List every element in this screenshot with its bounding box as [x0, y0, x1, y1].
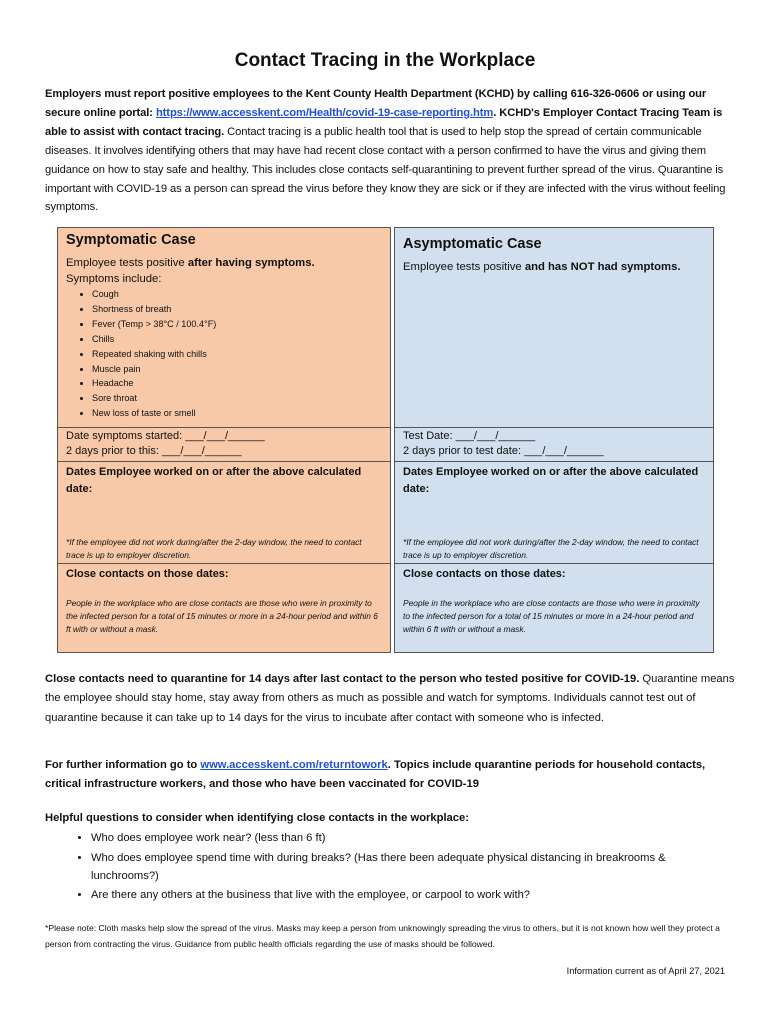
worked-header: Dates Employee worked on or after the above calculated date:: [403, 466, 699, 495]
list-item: • Fever (Temp > 38°C / 100.4°F): [92, 317, 382, 332]
symptomatic-title: Symptomatic Case: [66, 232, 196, 248]
symptomatic-dates: [58, 427, 390, 461]
list-item: • Chills: [92, 332, 382, 347]
worked-note: *If the employee did not work during/after the 2-day window, the need to contact trace is up to employer discretion.: [66, 537, 362, 560]
list-item: • Are there any others at the business that live with the employee, or carpool to work with?: [91, 887, 731, 905]
worked-note: *If the employee did not work during/after the 2-day window, the need to contact trace is up to employer discretion.: [403, 537, 699, 560]
list-item: • Headache: [92, 376, 382, 391]
close-contacts-note: People in the workplace who are close contacts are those who were in proximity to the infected person for a total of 15 minutes or more in a 24-hour period and within 6 ft with or without a mask.: [403, 598, 700, 634]
further-info-paragraph: [45, 756, 735, 795]
intro-body: Contact tracing is a public health tool that is used to help stop the spread of certain communicable diseases. It involves identifying others that may have had recent close contact with a person confirmed to have the virus and giving them guidance on how to stay safe and healthy. This includes close contacts self-quarantining to prevent further spread of the virus. Quarantine is important with COVID-19 as a person can spread the virus before they know they are sick or if they are infected with the virus without feeling symptoms.: [45, 125, 726, 214]
return-to-work-link[interactable]: www.accesskent.com/returntowork: [200, 759, 388, 771]
further-lead: For further information go to: [45, 759, 201, 771]
quarantine-paragraph: [45, 670, 735, 728]
list-item: • New loss of taste or smell: [92, 406, 382, 421]
two-days-prior-test-date: 2 days prior to test date: ___/___/______: [403, 445, 604, 457]
close-contacts-header: Close contacts on those dates:: [66, 568, 229, 580]
symptomatic-worked-dates: [58, 461, 390, 563]
intro-bold-after: . KCHD's Employer Contact Tracing Team is able to assist with contact tracing.: [45, 106, 723, 138]
close-contacts-header: Close contacts on those dates:: [403, 568, 566, 580]
list-item: • Repeated shaking with chills: [92, 347, 382, 362]
asymptomatic-case-panel: [394, 227, 714, 653]
list-item: • Who does employee spend time with during breaks? (Has there been adequate physical distancing in breakrooms & lunchrooms?): [91, 850, 731, 886]
page-title: Contact Tracing in the Workplace: [234, 50, 536, 71]
portal-link[interactable]: https://www.accesskent.com/Health/covid-19-case-reporting.htm: [155, 106, 494, 119]
asymptomatic-close-contacts: [395, 563, 713, 654]
list-item: • Shortness of breath: [92, 302, 382, 317]
worked-header: Dates Employee worked on or after the above calculated date:: [66, 466, 362, 495]
symptomatic-close-contacts: [58, 563, 390, 654]
asymptomatic-title: Asymptomatic Case: [403, 236, 542, 252]
list-item: • Muscle pain: [92, 362, 382, 377]
symptoms-list: [66, 287, 382, 421]
test-date: Test Date: ___/___/______: [403, 430, 536, 442]
info-current-date: Information current as of April 27, 2021: [566, 966, 725, 976]
list-item: • Who does employee work near? (less than 6 ft): [91, 830, 731, 848]
mask-footnote: *Please note: Cloth masks help slow the spread of the virus. Masks may keep a person from unknowingly spreading the virus to others, but it is not known how well they protect a person from contracting the virus. Guidance from public health officials regarding the use of masks should be followed.: [45, 923, 720, 949]
intro-bold-lead: Employers must report positive employees to the Kent County Health Department (KCHD) by calling 616-326-0606 or using our secure online portal:: [45, 88, 707, 119]
asymptomatic-worked-dates: [395, 461, 713, 563]
intro-paragraph: [45, 85, 730, 217]
quarantine-body: Quarantine means the employee should stay home, stay away from others as much as possible and watch for symptoms. Individuals cannot test out of quarantine because it can take up to 14 days for the virus to incubate after contact with someone who is infected.: [45, 673, 735, 724]
symptomatic-desc: Employee tests positive after having symptoms.: [66, 257, 315, 269]
asymptomatic-desc: Employee tests positive and has NOT had symptoms.: [403, 261, 681, 273]
questions-title: Helpful questions to consider when identifying close contacts in the workplace:: [45, 812, 469, 824]
symptoms-label: Symptoms include:: [66, 273, 162, 285]
further-rest: . Topics include quarantine periods for household contacts, critical infrastructure workers, and those who have been vaccinated for COVID-19: [45, 759, 706, 791]
symptoms-started-date: Date symptoms started: ___/___/______: [66, 430, 265, 442]
list-item: • Cough: [92, 287, 382, 302]
list-item: • Sore throat: [92, 391, 382, 406]
questions-list: [45, 830, 731, 907]
asymptomatic-dates: [395, 427, 713, 461]
close-contacts-note: People in the workplace who are close contacts are those who were in proximity to the infected person for a total of 15 minutes or more in a 24-hour period and within 6 ft with or without a mask.: [66, 598, 378, 634]
quarantine-bold: Close contacts need to quarantine for 14 days after last contact to the person who tested positive for COVID-19.: [45, 673, 640, 685]
two-days-prior-date: 2 days prior to this: ___/___/______: [66, 445, 242, 457]
symptomatic-case-panel: [57, 227, 391, 653]
